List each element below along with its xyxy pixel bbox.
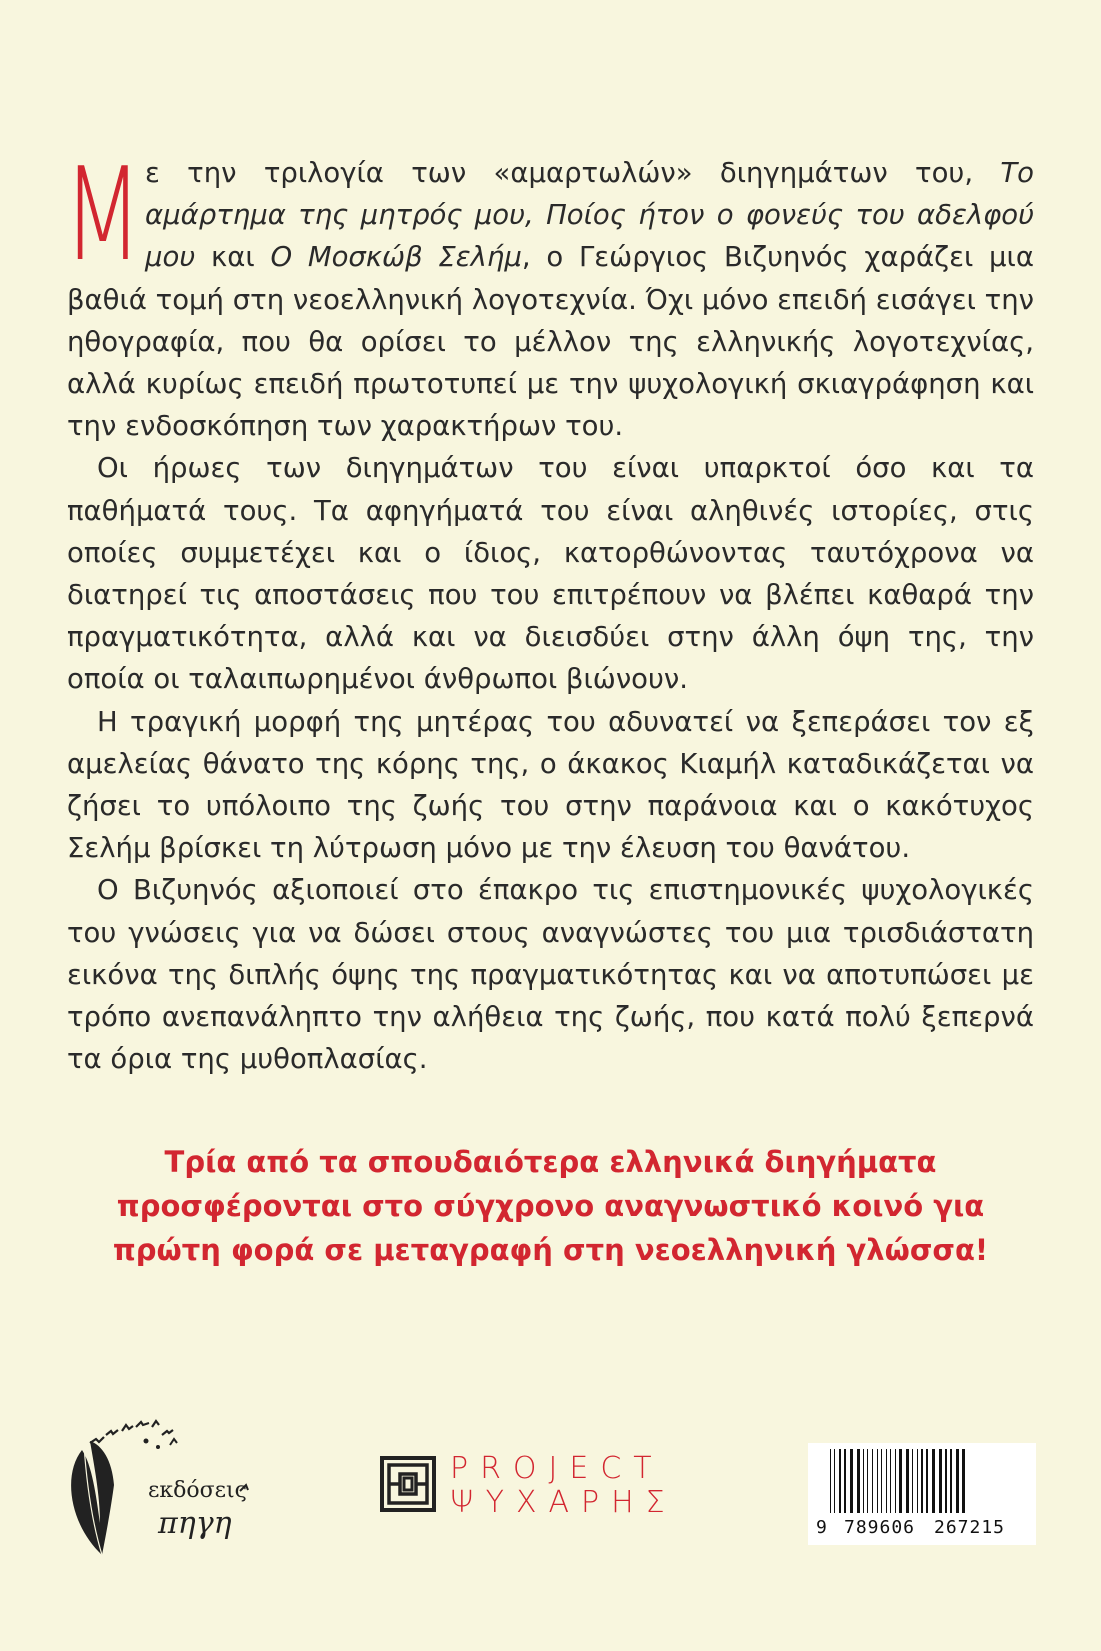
project-text bbox=[450, 1452, 677, 1520]
barcode-bar bbox=[834, 1449, 835, 1513]
barcode-bar bbox=[886, 1449, 887, 1513]
publisher-logo bbox=[62, 1405, 272, 1555]
barcode-bar bbox=[906, 1449, 909, 1513]
birds-icon bbox=[90, 1421, 173, 1443]
tagline-line-2: προσφέρονται στο σύγχρονο αναγνωστικό κοινό για bbox=[116, 1189, 985, 1223]
barcode-bar bbox=[932, 1449, 935, 1513]
paragraph-2: Οι ήρωες των διηγημάτων του είναι υπαρκτοί όσο και τα παθήματά τους. Τα αφηγήματά του είναι αληθινές ιστορίες, στις οποίες συμμετέχει και ο ίδιος, κατορθώνοντας ταυτόχρονα να διατηρεί τις αποστάσεις που του επιτρέπουν να βλέπει καθαρά την πραγματικότητα, αλλά και να διεισδύει στην άλλη όψη της, την οποία οι ταλαιπωρημένοι άνθρωποι βιώνουν. bbox=[67, 452, 1034, 696]
barcode-bar bbox=[921, 1449, 923, 1513]
publisher-line-1: εκδόσεις bbox=[148, 1478, 247, 1503]
project-line-2: ΨΥΧΑΡΗΣ bbox=[450, 1485, 677, 1520]
paragraph-4: Ο Βιζυηνός αξιοποιεί στο έπακρο τις επιστημονικές ψυχολογικές του γνώσεις για να δώσει στους αναγνώστες του μια τρισδιάστατη εικόνα της διπλής όψης της πραγματικότητας και να αποτυπώσει με τρόπο ανεπανάληπτο την αλήθεια της ζωής, που κατά πολύ ξεπερνά τα όρια της μυθοπλασίας. bbox=[67, 874, 1034, 1076]
barcode-bar bbox=[881, 1449, 882, 1513]
barcode-bar bbox=[926, 1449, 928, 1513]
back-cover-text bbox=[63, 141, 1034, 1080]
italic-title: Ο Μοσκώβ Σελήμ bbox=[270, 241, 522, 274]
tagline-line-3: πρώτη φορά σε μεταγραφή στη νεοελληνική γλώσσα! bbox=[112, 1233, 989, 1267]
text-segment: , ο Γεώργιος Βιζυηνός χαράζει μια βαθιά τομή στη νεοελληνική λογοτεχνία. Όχι μόνο επειδή εισάγει την ηθογραφία, που θα ορίσει το μέλλον της ελληνικής λογοτεχνίας, αλλά κυρίως επειδή πρωτοτυπεί με την ψυχολογική σκιαγράφηση και την ενδοσκόπηση των χαρακτήρων του. bbox=[67, 241, 1034, 443]
barcode-bar bbox=[899, 1449, 902, 1513]
paragraph-1 bbox=[63, 141, 1034, 447]
barcode-bar bbox=[863, 1449, 864, 1513]
drop-cap: Μ bbox=[63, 141, 143, 290]
barcode-bar bbox=[857, 1449, 860, 1513]
italic-title: Το αμάρτημα της μητρός μου, Ποίος ήτον ο φονεύς του αδελφού μου bbox=[145, 157, 1034, 274]
barcode-bar bbox=[890, 1449, 891, 1513]
barcode-group-2: 267215 bbox=[934, 1517, 1006, 1538]
paragraph-3: Η τραγική μορφή της μητέρας του αδυνατεί να ξεπεράσει τον εξ αμελείας θάνατο της κόρης της, ο άκακος Κιαμήλ καταδικάζεται να ζήσει το υπόλοιπο της ζωής του στην παράνοια και ο κακότυχος Σελήμ βρίσκει τη λύτρωση μόνο με την έλευση του θανάτου. bbox=[67, 705, 1034, 865]
tagline-line-1: Τρία από τα σπουδαιότερα ελληνικά διηγήματα bbox=[164, 1145, 937, 1179]
text-segment: ε την τριλογία των «αμαρτωλών» διηγημάτων του, bbox=[145, 157, 1001, 189]
project-line-1: PROJECT bbox=[450, 1451, 664, 1486]
barcode-bar bbox=[917, 1449, 918, 1513]
project-logo bbox=[380, 1451, 677, 1522]
barcode-bar bbox=[956, 1449, 959, 1513]
barcode-bar bbox=[830, 1449, 831, 1513]
barcode-bar bbox=[877, 1449, 878, 1513]
text-segment: και bbox=[195, 241, 271, 274]
barcode-bar bbox=[950, 1449, 952, 1513]
barcode-bar bbox=[844, 1449, 846, 1513]
tagline bbox=[67, 1140, 1034, 1272]
barcode-bar bbox=[962, 1449, 965, 1513]
barcode-bar bbox=[872, 1449, 873, 1513]
meander-icon bbox=[380, 1456, 436, 1512]
barcode-bar bbox=[839, 1449, 841, 1513]
barcode-bar bbox=[895, 1449, 896, 1513]
barcode bbox=[808, 1443, 1036, 1545]
paragraph-1-text bbox=[67, 157, 1034, 442]
feather-icon bbox=[71, 1441, 114, 1555]
barcode-bar bbox=[867, 1449, 868, 1513]
barcode-group-1: 789606 bbox=[844, 1517, 916, 1538]
barcode-bar bbox=[939, 1449, 942, 1513]
publisher-line-2: πηγη bbox=[158, 1506, 232, 1541]
barcode-bar bbox=[912, 1449, 913, 1513]
barcode-bar bbox=[945, 1449, 947, 1513]
barcode-bar bbox=[850, 1449, 853, 1513]
barcode-first-digit: 9 bbox=[816, 1517, 828, 1538]
